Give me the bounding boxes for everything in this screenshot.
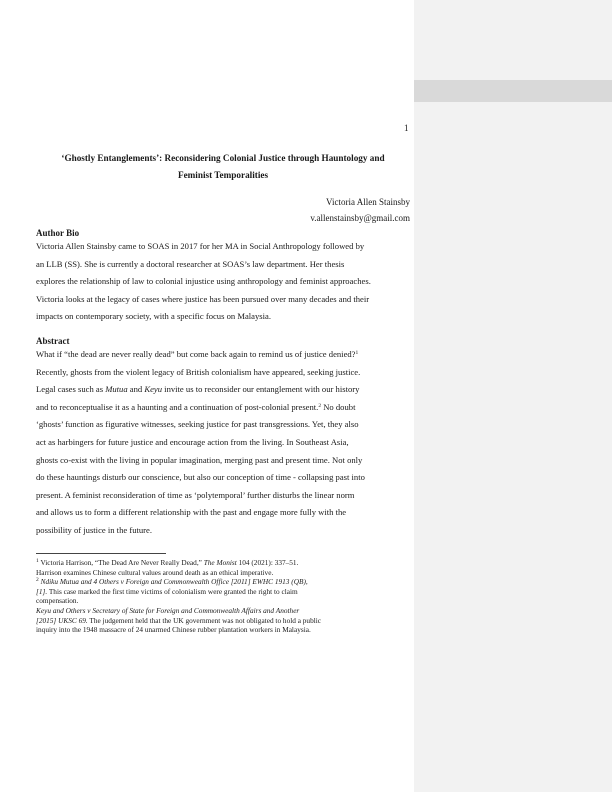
author-bio-heading: Author Bio [36,228,80,238]
bio-line: Victoria looks at the legacy of cases where justice has been pursued over many decades and their [36,293,370,304]
bio-line: Victoria Allen Stainsby came to SOAS in 2017 for her MA in Social Anthropology followed by [36,241,365,251]
abstract-line: present. A feminist reconsideration of time as ‘polytemporal’ further disturbs the linear norm [36,489,355,500]
case-name-keyu: Keyu [144,384,163,395]
footnote-ref-2[interactable]: 2 [318,402,322,409]
abstract-text: and to reconceptualise it as a haunting and a continuation of post-colonial present. [36,401,319,412]
bio-line: impacts on contemporary society, with a specific focus on Malaysia. [36,311,271,322]
abstract-line [36,346,411,364]
bio-line: an LLB (SS). She is currently a doctoral researcher at SOAS’s law department. Her thesis [36,258,345,269]
footnote-3-case: Keyu and Others v Secretary of State for Foreign and Commonwealth Affairs and Another [36,605,300,615]
footnote-2-cont [36,587,414,597]
footnote-text: This case marked the first time victims of colonialism were granted the right to claim [47,586,298,596]
abstract-line [36,381,411,399]
footnote-1-cont: Harrison examines Chinese cultural values around death as an ethical imperative. [36,567,274,577]
abstract-line: possibility of justice in the future. [36,524,152,535]
footnote-number: 2 [36,577,39,584]
author-email: v.allenstainsby@gmail.com [310,213,410,223]
case-pinpoint: [1]. [36,586,48,596]
bio-line: explores the relationship of law to colonial injustice using anthropology and feminist approaches. [36,276,371,287]
abstract-heading: Abstract [36,336,70,346]
abstract-text: Legal cases such as [36,384,106,395]
abstract-paragraph [36,346,411,540]
abstract-line [36,399,411,417]
abstract-line: and allows us to form a different relationship with the past and engage more fully with the [36,507,347,518]
footnotes [36,558,414,635]
footnote-1 [36,558,414,568]
journal-title: The Monist [203,558,237,567]
abstract-line: Recently, ghosts from the violent legacy of British colonialism have appeared, seeking justice. [36,366,361,377]
footnote-2-cont: compensation. [36,596,79,606]
footnote-text: 104 (2021): 337–51. [236,558,299,567]
footnote-number: 1 [36,558,39,564]
footnote-2 [36,577,414,587]
comment-margin-header [414,80,612,102]
abstract-text: No doubt [321,401,356,412]
case-citation: Ndiku Mutua and 4 Others v Foreign and Commonwealth Office [2011] EWHC 1913 (QB), [38,577,308,587]
title-line-1: ‘Ghostly Entanglements’: Reconsidering Colonial Justice through Hauntology and [61,153,385,163]
title-line-2: Feminist Temporalities [177,170,269,180]
page-number: 1 [404,123,409,133]
case-citation: [2015] UKSC 69. [36,615,88,625]
case-name-mutua: Mutua [105,384,128,395]
author-name: Victoria Allen Stainsby [326,197,410,207]
footnote-ref-1[interactable]: 1 [355,350,359,356]
abstract-text: What if “the dead are never really dead” but come back again to remind us of justice denied? [36,349,356,359]
comment-margin-pane [414,0,612,792]
abstract-line: act as harbingers for future justice and encourage action from the living. In Southeast Asia, [36,436,349,447]
abstract-line: do these hauntings disturb our conscience, but also our conception of time - collapsing past into [36,472,365,483]
footnote-text: Victoria Harrison, “The Dead Are Never Really Dead,” [38,558,204,567]
footnote-text: The judgement held that the UK government was not obligated to hold a public [87,615,322,625]
footnote-3-cont [36,616,414,626]
abstract-text: and [127,384,145,395]
abstract-line: ghosts co-exist with the living in popular imagination, merging past and present time. Not only [36,454,363,465]
abstract-text: invite us to reconsider our entanglement with our history [162,384,360,395]
author-bio-paragraph [36,238,411,326]
abstract-line: ‘ghosts’ function as figurative witnesses, seeking justice for past transgressions. Yet, they also [36,419,359,430]
footnote-separator [36,553,166,554]
paper-title [36,150,410,184]
footnote-3-cont: inquiry into the 1948 massacre of 24 unarmed Chinese rubber plantation workers in Malaysia. [36,625,311,635]
